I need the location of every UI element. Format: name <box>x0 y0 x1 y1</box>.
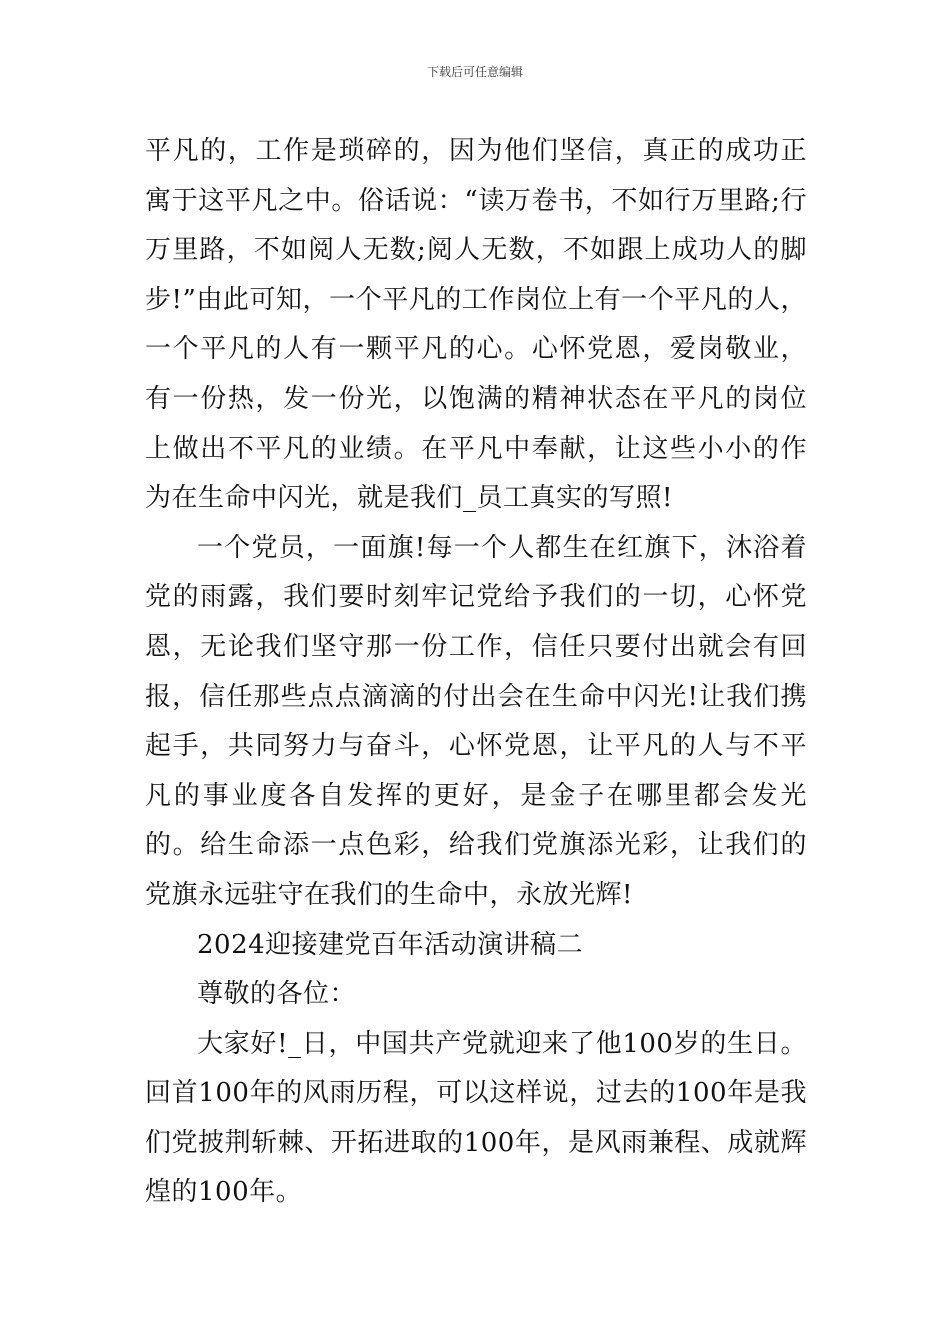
salutation: 尊敬的各位： <box>197 979 357 1010</box>
section-title: 2024迎接建党百年活动演讲稿二 <box>197 929 584 960</box>
paragraph-5: 大家好!_日，中国共产党就迎来了他100岁的生日。回首100年的风雨历程，可以这样说，过去的100年是我们党披荆斩棘、开拓进取的100年，是风雨兼程、成就辉煌的100年。 <box>145 1028 807 1208</box>
document-body <box>145 127 807 1218</box>
paragraph-1: 平凡的，工作是琐碎的，因为他们坚信，真正的成功正寓于这平凡之中。俗话说：“读万卷书，不如行万里路;行万里路，不如阅人无数;阅人无数，不如跟上成功人的脚步!”由此可知，一个平凡的工作岗位上有一个平凡的人，一个平凡的人有一颗平凡的心。心怀党恩，爱岗敬业，有一份热，发一份光，以饱满的精神状态在平凡的岗位上做出不平凡的业绩。在平凡中奉献，让这些小小的作为在生命中闪光，就是我们_员工真实的写照! <box>145 136 807 514</box>
paragraph-2: 一个党员，一面旗!每一个人都生在红旗下，沐浴着党的雨露，我们要时刻牢记党给予我们的一切，心怀党恩，无论我们坚守那一份工作，信任只要付出就会有回报，信任那些点点滴滴的付出会在生命中闪光!让我们携起手，共同努力与奋斗，心怀党恩，让平凡的人与不平凡的事业度各自发挥的更好，是金子在哪里都会发光的。给生命添一点色彩，给我们党旗添光彩，让我们的党旗永远驻守在我们的生命中，永放光辉! <box>145 532 807 910</box>
page-header: 下载后可任意编辑 <box>426 65 523 79</box>
